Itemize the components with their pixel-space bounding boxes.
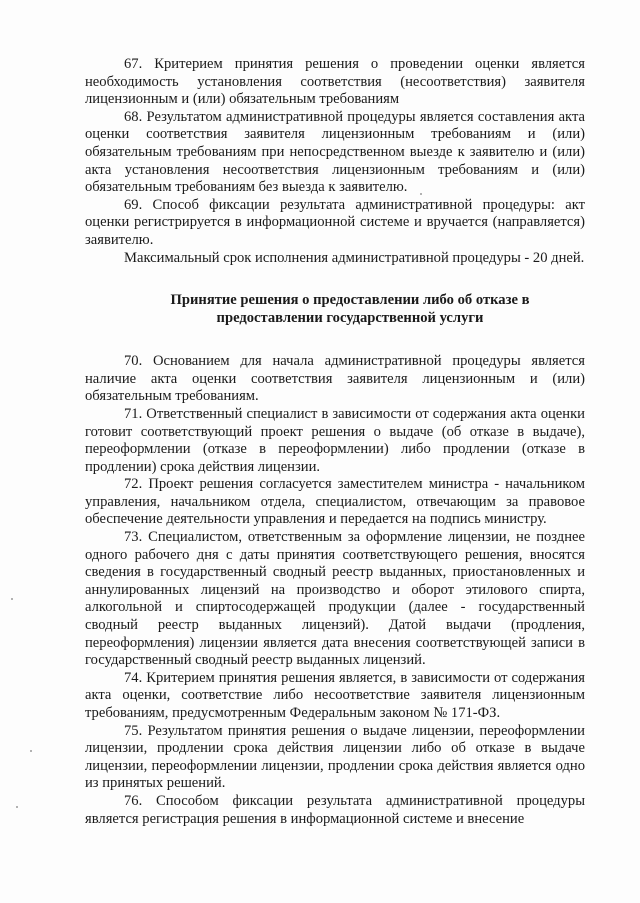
paragraph-74: 74. Критерием принятия решения является, в зависимости от содержания акта оценки, соответствие либо несоответствие заявителя лицензионным требованиям, предусмотренным Федеральным законом № 171-ФЗ. [85,669,585,721]
paragraph-69: 69. Способ фиксации результата административной процедуры: акт оценки регистрируется в информационной системе и вручается (направляется) заявителю. [85,196,585,248]
paragraph-76: 76. Способом фиксации результата административной процедуры является регистрация решения в информационной системе и внесение [85,792,585,827]
section-heading-line-2: предоставлении государственной услуги [216,310,484,327]
paragraph-67: 67. Критерием принятия решения о проведении оценки является необходимость установления соответствия (несоответствия) заявителя лицензионным и (или) обязательным требованиям [85,56,585,108]
scan-speck [420,193,422,195]
paragraph-72: 72. Проект решения согласуется заместителем министра - начальником управления, начальником отдела, специалистом, отвечающим за правовое обеспечение деятельности управления и передается на подпись министру. [85,476,585,528]
paragraph-70: 70. Основанием для начала административной процедуры является наличие акта оценки соответствия заявителя лицензионным и (или) обязательным требованиям. [85,353,585,405]
scan-speck [30,750,32,752]
paragraph-73: 73. Специалистом, ответственным за оформление лицензии, не позднее одного рабочего дня с даты принятия соответствующего решения, вносятся сведения в государственный сводный реестр выданных, приостановленных и аннулированных лицензий на производство и оборот этилового спирта, алкогольной и спиртосодержащей продукции (далее - государственный сводный реестр выданных лицензий). Датой выдачи (продления, переоформления) лицензии является дата внесения соответствующей записи в государственный сводный реестр выданных лицензий. [85,529,585,669]
paragraph-71: 71. Ответственный специалист в зависимости от содержания акта оценки готовит соответствующий проект решения о выдаче (об отказе в выдаче), переоформлении (отказе в переоформлении) либо продлении (отказе в продлении) срока действия лицензии. [85,405,585,475]
section-heading-line-1: Принятие решения о предоставлении либо об отказе в [170,292,530,309]
paragraph-75: 75. Результатом принятия решения о выдаче лицензии, переоформлении лицензии, продлении срока действия лицензии либо об отказе в выдаче лицензии, переоформлении лицензии, продлении срока действия является одно из принятых решений. [85,722,585,792]
scan-speck [11,598,13,600]
section-heading [85,291,585,327]
document-body [85,56,585,828]
paragraph-max-term: Максимальный срок исполнения административной процедуры - 20 дней. [124,249,585,266]
paragraph-68: 68. Результатом административной процедуры является составления акта оценки соответствия заявителя лицензионным требованиям и (или) обязательным требованиям при непосредственном выезде к заявителю и (или) акта установления несоответствия лицензионным требованиям и (или) обязательным требованиям без выезда к заявителю. [85,108,585,196]
scan-speck [16,806,18,808]
